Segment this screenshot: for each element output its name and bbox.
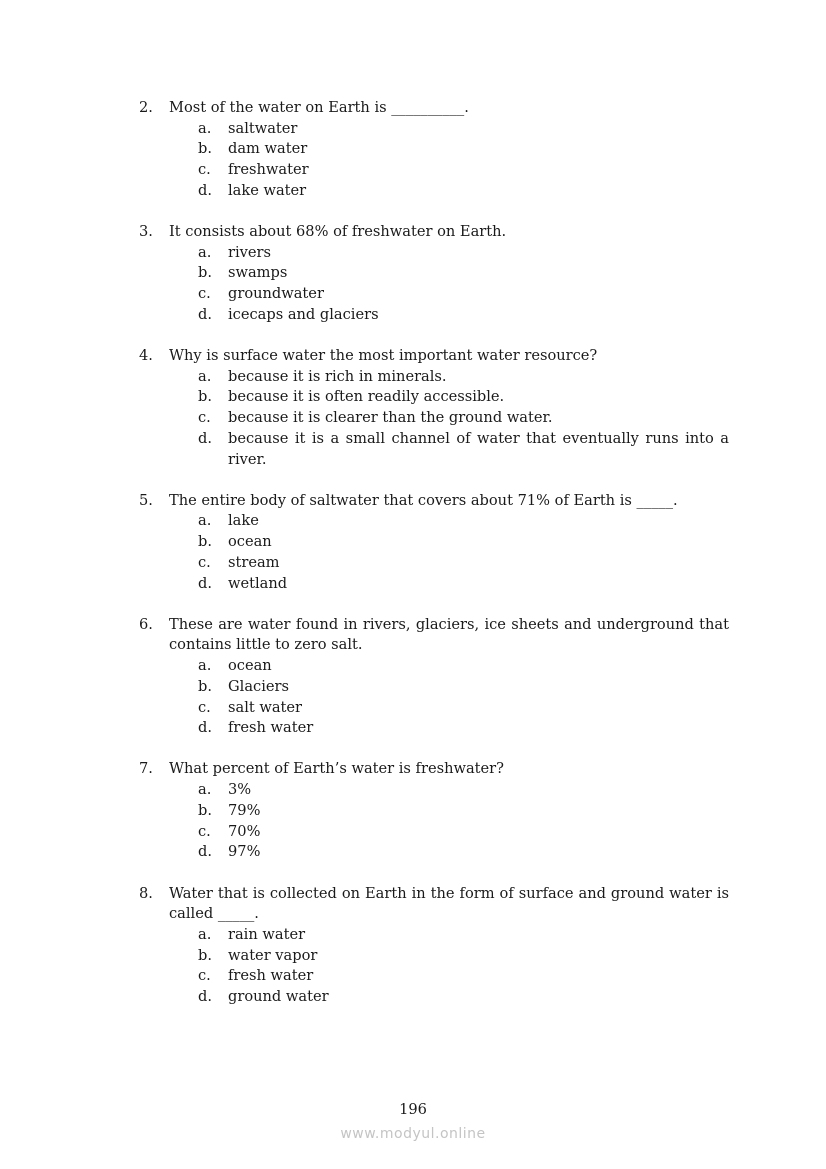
question-number: 2.	[139, 99, 153, 116]
question-number: 5.	[139, 491, 153, 509]
choice-text: lake	[228, 512, 259, 530]
choice-list	[198, 119, 729, 202]
choice-item	[198, 305, 729, 326]
choice-item	[198, 284, 729, 305]
choice-item	[198, 532, 729, 553]
question-6	[139, 615, 729, 739]
question-2	[139, 98, 729, 202]
choice-text: 79%	[228, 801, 261, 819]
choice-item	[198, 553, 729, 574]
choice-text: ocean	[228, 533, 272, 551]
choice-item	[198, 987, 729, 1008]
choice-letter: c.	[198, 409, 211, 427]
choice-item	[198, 263, 729, 284]
choice-letter: d.	[198, 988, 212, 1006]
choice-letter: d.	[198, 305, 212, 323]
choice-text: saltwater	[228, 119, 298, 137]
question-number: 4.	[139, 347, 153, 365]
question-number: 8.	[139, 884, 153, 902]
choice-item	[198, 698, 729, 719]
choice-text: ground water	[228, 988, 329, 1006]
choice-text: because it is often readily accessible.	[228, 388, 505, 406]
choice-list	[198, 656, 729, 739]
choice-text: fresh water	[228, 967, 314, 985]
choice-item	[198, 119, 729, 140]
question-text: Why is surface water the most important water resource?	[169, 347, 598, 365]
choice-item	[198, 511, 729, 532]
choice-letter: a.	[198, 512, 212, 530]
choice-item	[198, 822, 729, 843]
choice-item	[198, 946, 729, 967]
choice-text: because it is clearer than the ground water.	[228, 409, 553, 427]
choice-item	[198, 181, 729, 202]
choice-letter: b.	[198, 801, 212, 819]
question-3	[139, 222, 729, 326]
question-number: 7.	[139, 760, 153, 778]
watermark: www.modyul.online	[340, 1126, 486, 1142]
choice-letter: b.	[198, 264, 212, 282]
choice-text: freshwater	[228, 161, 309, 179]
choice-text: stream	[228, 553, 280, 571]
choice-text: icecaps and glaciers	[228, 305, 379, 323]
choice-letter: d.	[198, 574, 212, 592]
choice-list	[198, 367, 729, 471]
choice-text: swamps	[228, 264, 288, 282]
question-5	[139, 491, 729, 595]
choice-letter: c.	[198, 161, 211, 179]
choice-letter: d.	[198, 181, 212, 199]
question-text: The entire body of saltwater that covers about 71% of Earth is _____.	[169, 491, 678, 509]
choice-item	[198, 718, 729, 739]
choice-item	[198, 780, 729, 801]
choice-text: salt water	[228, 698, 303, 716]
choice-letter: c.	[198, 822, 211, 840]
question-4	[139, 346, 729, 470]
choice-item	[198, 677, 729, 698]
choice-letter: c.	[198, 285, 211, 303]
choice-letter: c.	[198, 553, 211, 571]
choice-letter: a.	[198, 781, 212, 799]
choice-item	[198, 801, 729, 822]
question-text: These are water found in rivers, glaciers, ice sheets and underground that contains little to zero salt.	[169, 615, 729, 654]
choice-item	[198, 243, 729, 264]
choice-letter: a.	[198, 657, 212, 675]
choice-text: rain water	[228, 925, 306, 943]
choice-item	[198, 408, 729, 429]
choice-item	[198, 574, 729, 595]
choice-letter: c.	[198, 967, 211, 985]
question-7	[139, 759, 729, 863]
choice-list	[198, 780, 729, 863]
choice-item	[198, 925, 729, 946]
choice-text: rivers	[228, 243, 271, 261]
question-text: Most of the water on Earth is __________.	[169, 99, 469, 116]
choice-item	[198, 842, 729, 863]
choice-text: water vapor	[228, 946, 318, 964]
choice-text: dam water	[228, 140, 308, 158]
choice-letter: a.	[198, 367, 212, 385]
question-text: Water that is collected on Earth in the form of surface and ground water is called _____.	[169, 884, 729, 923]
choice-text: lake water	[228, 181, 307, 199]
choice-letter: b.	[198, 388, 212, 406]
choice-item	[198, 387, 729, 408]
choice-text: because it is rich in minerals.	[228, 367, 447, 385]
choice-letter: a.	[198, 925, 212, 943]
choice-letter: d.	[198, 719, 212, 737]
question-text: It consists about 68% of freshwater on Earth.	[169, 223, 507, 241]
choice-item	[198, 656, 729, 677]
choice-letter: b.	[198, 533, 212, 551]
question-list	[139, 98, 729, 1028]
choice-letter: a.	[198, 119, 212, 137]
choice-letter: d.	[198, 429, 212, 447]
choice-text: 3%	[228, 781, 252, 799]
choice-text: 70%	[228, 822, 261, 840]
choice-text: 97%	[228, 843, 261, 861]
choice-item	[198, 160, 729, 181]
choice-letter: b.	[198, 677, 212, 695]
choice-item	[198, 367, 729, 388]
choice-text: ocean	[228, 657, 272, 675]
choice-text: groundwater	[228, 285, 324, 303]
choice-letter: a.	[198, 243, 212, 261]
question-8	[139, 884, 729, 1008]
choice-text: wetland	[228, 574, 288, 592]
page-number: 196	[399, 1101, 427, 1118]
choice-letter: b.	[198, 946, 212, 964]
choice-letter: c.	[198, 698, 211, 716]
question-text: What percent of Earth’s water is freshwater?	[169, 760, 504, 778]
choice-list	[198, 511, 729, 594]
choice-list	[198, 925, 729, 1008]
question-number: 6.	[139, 615, 153, 633]
choice-text: fresh water	[228, 719, 314, 737]
choice-list	[198, 243, 729, 326]
choice-item	[198, 139, 729, 160]
choice-item	[198, 966, 729, 987]
question-number: 3.	[139, 223, 153, 241]
choice-letter: d.	[198, 843, 212, 861]
choice-item	[198, 429, 729, 470]
choice-text: because it is a small channel of water that eventually runs into a river.	[228, 429, 729, 468]
choice-letter: b.	[198, 140, 212, 158]
choice-text: Glaciers	[228, 677, 289, 695]
